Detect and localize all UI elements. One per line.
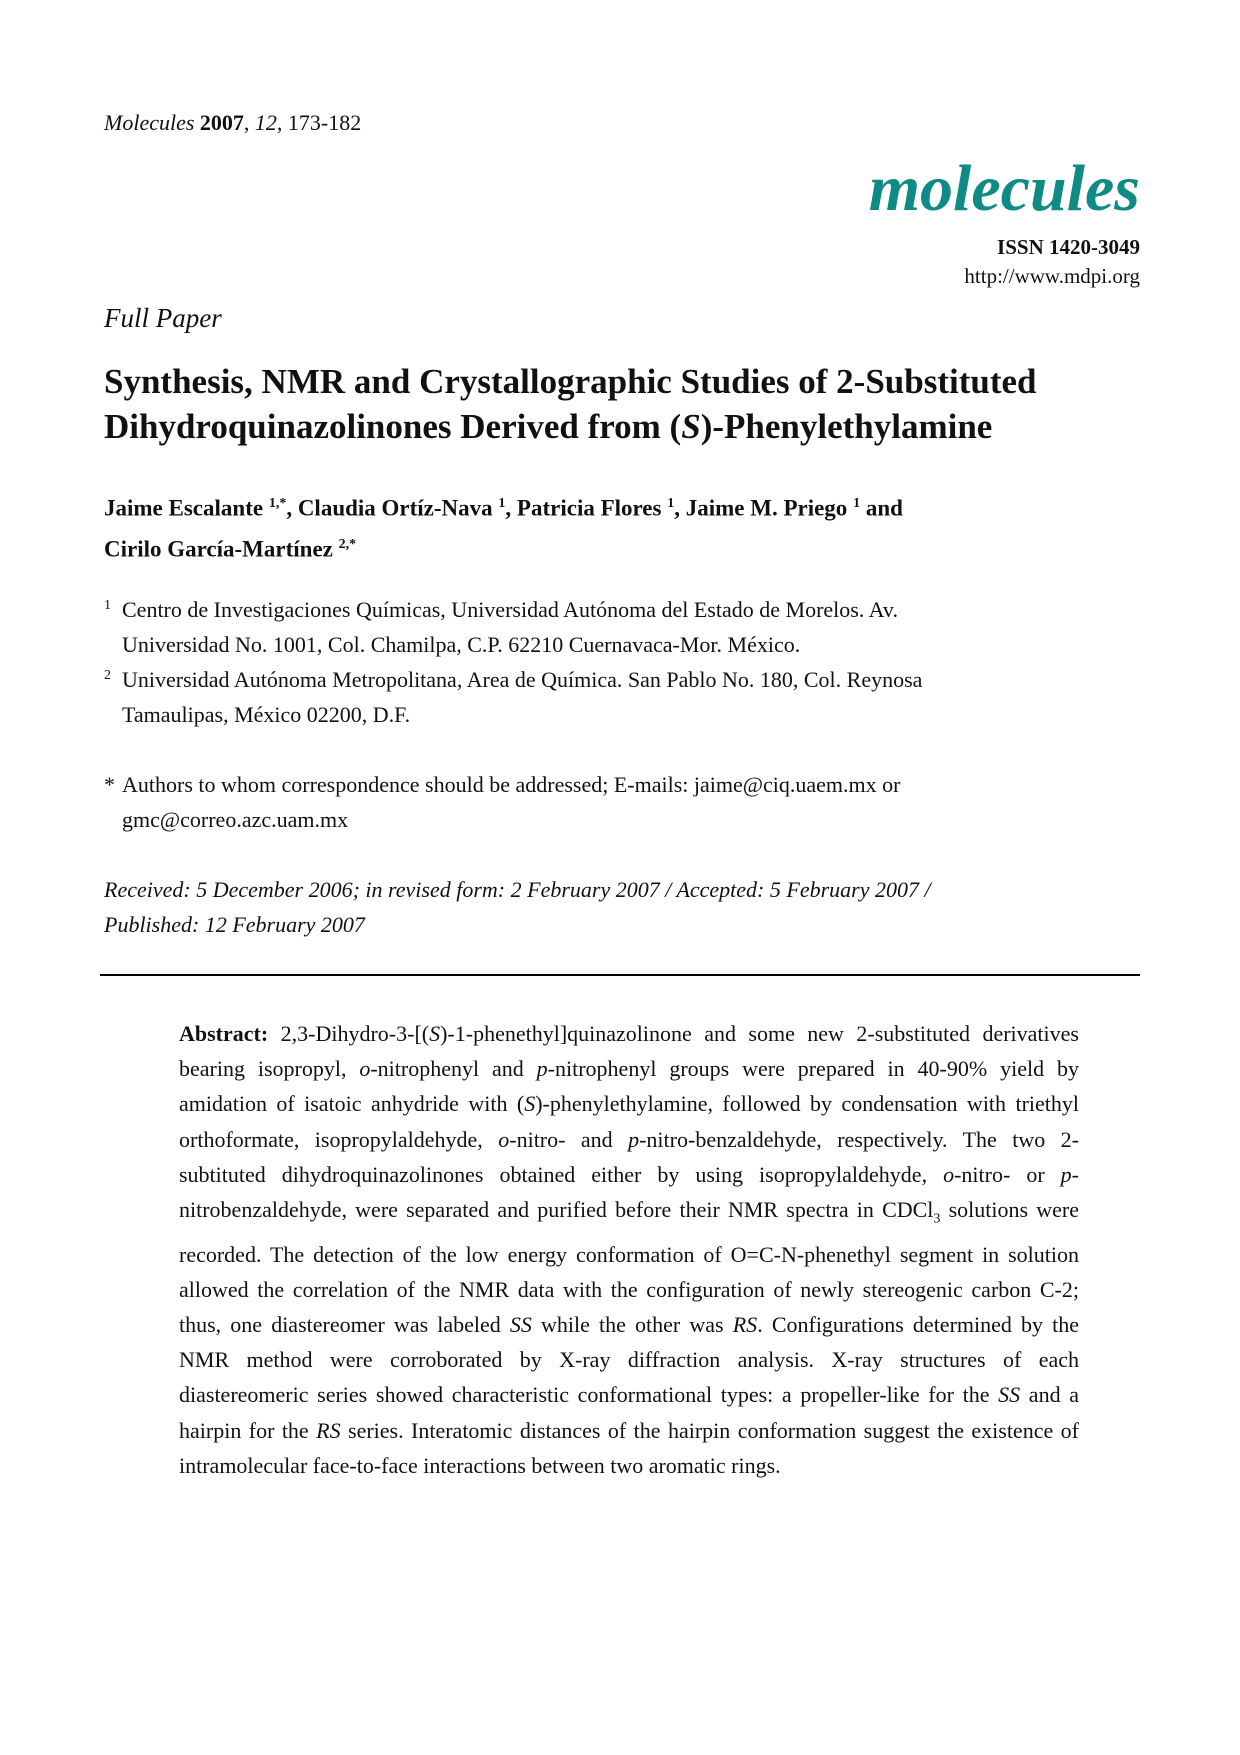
journal-citation: Molecules 2007, 12, 173-182	[104, 110, 362, 135]
journal-year: 2007	[199, 110, 244, 135]
author-name: Patricia Flores	[516, 495, 662, 521]
journal-name: Molecules	[104, 110, 195, 135]
correspondence-marker: *	[104, 772, 115, 797]
author-name: Jaime Escalante	[104, 495, 264, 521]
issn: ISSN 1420-3049	[997, 235, 1140, 259]
affiliation-number: 2	[104, 668, 111, 683]
author-affiliation-mark: 1,*	[268, 496, 287, 511]
affiliation-2: 2 Universidad Autónoma Metropolitana, Area de Química. San Pablo No. 180, Col. Reynosa Tamaulipas, México 02200, D.F.	[104, 662, 1104, 732]
authors-line-2	[104, 527, 1144, 568]
correspondence-note: * Authors to whom correspondence should be addressed; E-mails: jaime@ciq.uaem.mx or gmc@correo.azc.uam.mx	[104, 767, 1104, 837]
journal-logo: molecules	[868, 152, 1140, 225]
author-name: Cirilo García-Martínez	[104, 536, 333, 562]
abstract: Abstract: 2,3-Dihydro-3-[(S)-1-phenethyl]quinazolinone and some new 2-substituted derivatives bearing isopropyl, o-nitrophenyl and p-nitrophenyl groups were prepared in 40-90% yield by amidation of isatoic anhydride with (S)-phenylethylamine, followed by condensation with triethyl orthoformate, isopropylaldehyde, o-nitro- and p-nitro-benzaldehyde, respectively. The two 2-subtituted dihydroquinazolinones obtained either by using isopropylaldehyde, o-nitro- or p-nitrobenzaldehyde, were separated and purified before their NMR spectra in CDCl$_3$ solutions were recorded. The detection of the low energy conformation of O=C-N-phenethyl segment in solution allowed the correlation of the NMR data with the configuration of newly stereogenic carbon C-2; thus, one diastereomer was labeled SS while the other was RS. Configurations determined by the NMR method were corroborated by X-ray diffraction analysis. X-ray structures of each diastereomeric series showed characteristic conformational types: a propeller-like for the SS and a hairpin for the RS series. Interatomic distances of the hairpin conformation suggest the existence of intramolecular face-to-face interactions between two aromatic rings.	[179, 1021, 1080, 1478]
author-name: Jaime M. Priego	[685, 495, 848, 521]
title-line-1: Synthesis, NMR and Crystallographic Studies of 2-Substituted	[104, 362, 1037, 401]
author-name: Claudia Ortíz-Nava	[297, 495, 493, 521]
paper-title	[104, 359, 1144, 449]
author-affiliation-mark: 1	[667, 496, 675, 511]
title-line-2: Dihydroquinazolinones Derived from (S)-Phenylethylamine	[104, 407, 993, 446]
paper-type: Full Paper	[104, 303, 222, 333]
journal-volume: 12	[254, 110, 277, 135]
header-divider	[100, 974, 1140, 976]
journal-pages: 173-182	[287, 110, 362, 135]
publication-dates: Received: 5 December 2006; in revised form: 2 February 2007 / Accepted: 5 February 2007 / Published: 12 February 2007	[104, 877, 931, 937]
author-affiliation-mark: 1	[498, 496, 506, 511]
author-affiliation-mark: 2,*	[338, 536, 357, 552]
author-list	[104, 486, 1144, 567]
abstract-label: Abstract:	[179, 1021, 269, 1046]
affiliation-number: 1	[104, 598, 111, 613]
journal-url[interactable]: http://www.mdpi.org	[964, 264, 1140, 288]
affiliation-1: 1 Centro de Investigaciones Químicas, Universidad Autónoma del Estado de Morelos. Av. Universidad No. 1001, Col. Chamilpa, C.P. 62210 Cuernavaca-Mor. México.	[104, 592, 1104, 662]
author-affiliation-mark: 1	[853, 496, 861, 511]
authors-line-1: Jaime Escalante $^{1,*}$, Claudia Ortíz-Nava $^1$, Patricia Flores $^1$, Jaime M. Priego $^1$ and	[104, 495, 903, 521]
